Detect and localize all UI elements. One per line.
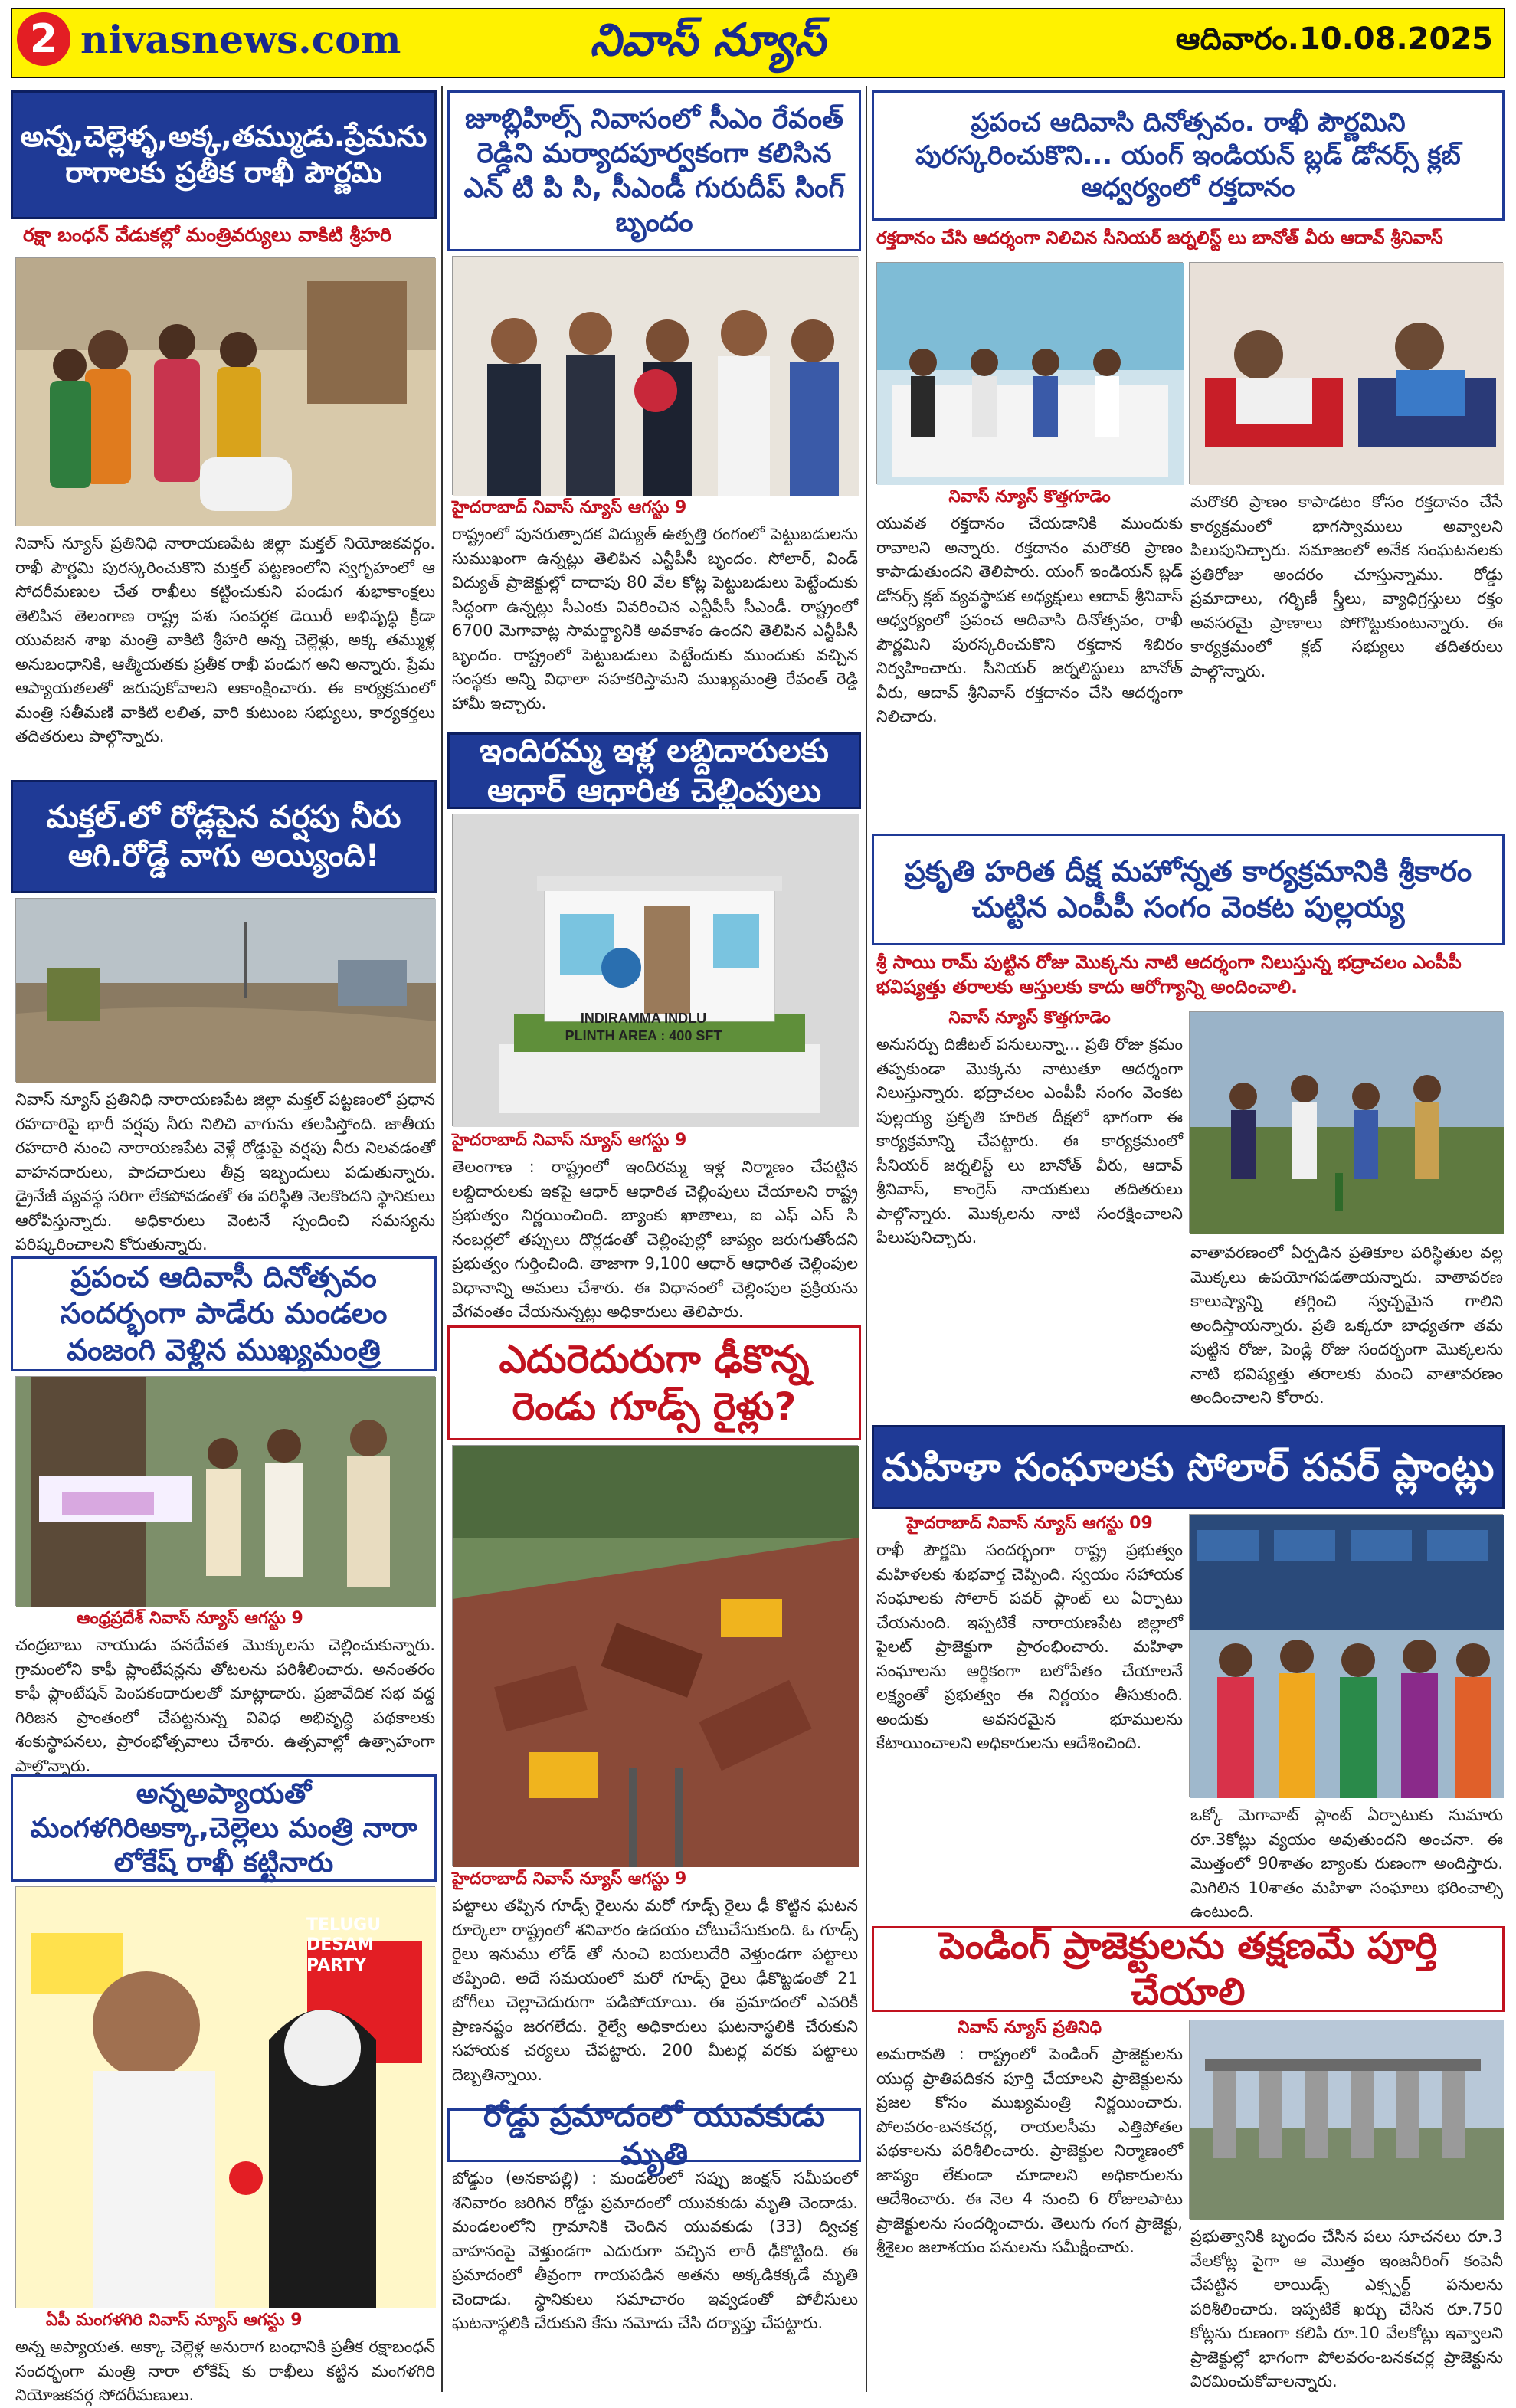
subhead-rakhi: రక్షా బంధన్ వేడుకల్లో మంత్రివర్యులు వాకిటి శ్రీహరి (23, 224, 391, 246)
model-label-line-2: PLINTH AREA : 400 SFT (565, 1028, 722, 1044)
dateline-lokesh: ఏపీ మంగళగిరి నివాస్ న్యూస్ ఆగస్టు 9 (46, 2311, 303, 2330)
subhead-blood-donation: రక్తదానం చేసి ఆదర్శంగా నిలిచిన సీనియర్ జర్నలిస్ట్ లు బానోత్ వీరు ఆదావ్ శ్రీనివాస్ (876, 228, 1443, 248)
headline-cm-meet: జూబ్లిహిల్స్ నివాసంలో సీఎం రేవంత్ రెడ్డిని మర్యాదపూర్వకంగా కలిసిన ఎన్ టి పి సి, సీఎండీ గురుదీప్ సింగ్ బృందం (447, 90, 861, 251)
headline-paderu: ప్రపంచ ఆదివాసీ దినోత్సవం సందర్భంగా పాడేరు మండలం వంజంగి వెళ్లిన ముఖ్యమంత్రి (11, 1256, 437, 1371)
photo-blood-donation-group (876, 262, 1183, 484)
photo-cm-meeting (452, 256, 858, 495)
article-body-blood-right: మరొకరి ప్రాణం కాపాడటం కోసం రక్తదానం చేసే కార్యక్రమంలో భాగస్వాములు అవ్వాలని పిలుపునిచ్చారు. సమాజంలో అనేక సంఘటనలకు ప్రతిరోజు అందరం చూస్తున్నాము. రోడ్డు ప్రమాదాలు, గర్భిణీ స్త్రీలు, వ్యాధిగ్రస్తులు రక్తం అవసరమై ప్రాణాలు పోగొట్టుకుంటున్నారు. ఈ కార్యక్రమంలో క్లబ్ సభ్యులు తదితరులు పాల్గొన్నారు. (1190, 493, 1503, 680)
model-label (559, 1010, 728, 1047)
site-name[interactable]: nivasnews.com (80, 17, 401, 62)
article-body-cm-meet: రాష్ట్రంలో పునరుత్పాదక విద్యుత్ ఉత్పత్తి రంగంలో పెట్టుబడులను సుముఖంగా ఉన్నట్లు తెలిపిన ఎన్టీపీసీ బృందం. సోలార్, విండ్ విద్యుత్ ప్రాజెక్టుల్లో దాదాపు 80 వేల కోట్ల పెట్టుబడులు పెట్టేందుకు సిద్ధంగా ఉన్నట్లు సీఎంకు వివరించిన ఎన్టీపీసీ సీఎండీ. రాష్ట్రంలో 6700 మెగావాట్ల సామర్థ్యానికి అవకాశం ఉందని తెలిపిన ఎన్టీపీసీ బృందం. రాష్ట్రంలో పెట్టుబడులు పెట్టేందుకు ముందుకు వచ్చిన సంస్థకు అన్ని విధాలా సహకరిస్తామని ముఖ్యమంత్రి రేవంత్ రెడ్డి హామీ ఇచ్చారు. (452, 525, 858, 713)
article-body-pending-right: ప్రభుత్వానికి బృందం చేసిన పలు సూచనలు రూ.3 వేలకోట్ల పైగా ఆ మొత్తం ఇంజనీరింగ్ కంపెనీ చేపట్టిన లాయిడ్స్ ఎక్స్పర్ట్ పనులను పరిశీలించారు. ఇప్పటికే ఖర్చు చేసిన రూ.750 కోట్లను రుణంగా కలిపి రూ.10 వేలకోట్లు ఇవ్వాలని ప్రాజెక్టుల్లో భాగంగా పోలవరం-బనకచర్ల ప్రాజెక్టును విరమించుకోవాలన్నారు. (1190, 2227, 1503, 2390)
dateline-pending-projects: నివాస్ న్యూస్ ప్రతినిధి (957, 2018, 1102, 2037)
article-body-blood-left: యువత రక్తదానం చేయడానికి ముందుకు రావాలని అన్నారు. రక్తదానం మరొకరి ప్రాణం కాపాడుతుందని తెలిపారు. యంగ్ ఇండియన్ బ్లడ్ డోనర్స్ క్లబ్ వ్యవస్థాపక అధ్యక్షులు ఆదావ్ శ్రీనివాస్ ఆధ్వర్యంలో ప్రపంచ ఆదివాసి దినోత్సవం, రాఖీ పౌర్ణమిని పురస్కరించుకొని రక్తదాన శిబిరం నిర్వహించారు. సీనియర్ జర్నలిస్టులు బానోత్ వీరు, ఆదావ్ శ్రీనివాస్ రక్తదానం చేసి ఆదర్శంగా నిలిచారు. (876, 514, 1183, 726)
dateline-indiramma: హైదరాబాద్ నివాస్ న్యూస్ ఆగస్టు 9 (452, 1131, 687, 1150)
article-body-road-accident: బోడ్డుం (అనకాపల్లి) : మండలంలో సప్పు జంక్షన్ సమీపంలో శనివారం జరిగిన రోడ్డు ప్రమాదంలో యువకుడు మృతి చెందాడు. మండలంలోని గ్రామానికి చెందిన యువకుడు (33) ద్విచక్ర వాహనంపై వెళ్తుండగా ఎదురుగా వచ్చిన లారీ ఢీకొట్టింది. ఈ ప్రమాదంలో తీవ్రంగా గాయపడిన అతను అక్కడికక్కడే మృతి చెందాడు. స్థానికులు సమాచారం ఇవ్వడంతో పోలీసులు ఘటనాస్థలికి చేరుకుని కేసు నమోదు చేసి దర్యాప్తు చేపట్టారు. (452, 2169, 858, 2332)
dateline-paderu: ఆంధ్రప్రదేశ్ నివాస్ న్యూస్ ఆగస్టు 9 (77, 1609, 303, 1628)
article-body-indiramma: తెలంగాణ : రాష్ట్రంలో ఇందిరమ్మ ఇళ్ల నిర్మాణం చేపట్టిన లబ్దిదారులకు ఇకపై ఆధార్ ఆధారిత చెల్లింపులు చేయాలని రాష్ట్ర ప్రభుత్వం నిర్ణయించింది. బ్యాంకు ఖాతాలు, ఐ ఎఫ్ ఎస్ సి నంబర్లలో తప్పులు దొర్లడంతో చెల్లింపుల్లో జాప్యం జరుగుతోందని ప్రభుత్వం గుర్తించింది. తాజాగా 9,100 ఆధార్ ఆధారిత చెల్లింపుల విధానాన్ని అమలు చేశారు. ఈ విధానంలో చెల్లింపుల ప్రక్రియను వేగవంతం చేయనున్నట్లు అధికారులు తెలిపారు. (452, 1158, 858, 1321)
article-body-pending-left: అమరావతి : రాష్ట్రంలో పెండింగ్ ప్రాజెక్టులను యుద్ధ ప్రాతిపదికన పూర్తి చేయాలని ప్రాజెక్టులను ప్రజల కోసం ముఖ్యమంత్రి నిర్ణయించారు. పోలవరం-బనకచర్ల, రాయలసీమ ఎత్తిపోతల పథకాలను పరిశీలించారు. ప్రాజెక్టుల నిర్మాణంలో జాప్యం లేకుండా చూడాలని అధికారులను ఆదేశించారు. ఈ నెల 4 నుంచి 6 రోజులపాటు ప్రాజెక్టులను సందర్శించారు. తెలుగు గంగ ప్రాజెక్టు, శ్రీశైలం జలాశయం పనులను సమీక్షించారు. (876, 2045, 1183, 2256)
article-body-makthal: నివాస్ న్యూస్ ప్రతినిధి నారాయణపేట జిల్లా మక్తల్ పట్టణంలో ప్రధాన రహదారిపై భారీ వర్షపు నీరు నిలిచి వాగును తలపిస్తోంది. జాతీయ రహదారి నుంచి నారాయణపేట వెళ్లే రోడ్డుపై వర్షపు నీరు నిలవడంతో వాహనదారులు, పాదచారులు తీవ్ర ఇబ్బందులు పడుతున్నారు. డ్రైనేజీ వ్యవస్థ సరిగా లేకపోవడంతో ఈ పరిస్థితి నెలకొందని స్థానికులు ఆరోపిస్తున్నారు. అధికారులు వెంటనే స్పందించి సమస్యను పరిష్కరించాలని కోరుతున్నారు. (15, 1090, 435, 1253)
dateline-goods-trains: హైదరాబాద్ నివాస్ న్యూస్ ఆగస్టు 9 (452, 1869, 687, 1889)
photo-tree-planting (1189, 1011, 1503, 1233)
headline-goods-trains: ఎదురెదురుగా ఢీకొన్న రెండు గూడ్స్ రైళ్లు? (447, 1325, 861, 1440)
headline-solar-plants: మహిళా సంఘాలకు సోలార్ పవర్ ప్లాంట్లు (872, 1425, 1505, 1509)
photo-blood-donors-beds (1189, 262, 1503, 484)
article-body-solar-left: రాఖీ పౌర్ణమి సందర్భంగా రాష్ట్ర ప్రభుత్వం మహిళలకు శుభవార్త చెప్పింది. స్వయం సహాయక సంఘాలకు సోలార్ పవర్ ప్లాంట్ లు ఏర్పాటు చేయనుంది. ఇప్పటికే నారాయణపేట జిల్లాలో పైలట్ ప్రాజెక్టుగా ప్రారంభించారు. మహిళా సంఘాలను ఆర్థికంగా బలోపేతం చేయాలనే లక్ష్యంతో ప్రభుత్వం ఈ నిర్ణయం తీసుకుంది. అందుకు అవసరమైన భూములను కేటాయించాలని అధికారులను ఆదేశించింది. (876, 1541, 1183, 1752)
headline-road-accident: రోడ్డు ప్రమాదంలో యువకుడు మృతి (447, 2108, 861, 2162)
photo-dam-project (1189, 2020, 1503, 2219)
article-body-goods-trains: పట్టాలు తప్పిన గూడ్స్ రైలును మరో గూడ్స్ రైలు ఢీ కొట్టిన ఘటన రూర్కెలా రాష్ట్రంలో శనివారం ఉదయం చోటుచేసుకుంది. ఓ గూడ్స్ రైలు ఇనుము లోడ్ తో నుంచి బయలుదేరి వెళ్తుండగా పట్టాలు తప్పింది. అదే సమయంలో మరో గూడ్స్ రైలు ఢీకొట్టడంతో 21 బోగీలు చెల్లాచెదురుగా పడిపోయాయి. ఈ ప్రమాదంలో ఎవరికీ ప్రాణనష్టం జరగలేదు. రైల్వే అధికారులు ఘటనాస్థలికి చేరుకుని సహాయక చర్యలు చేపట్టారు. 200 మీటర్ల వరకు పట్టాలు దెబ్బతిన్నాయి. (452, 1896, 858, 2084)
headline-rakhi: అన్న,చెల్లెళ్ళ,అక్క,తమ్ముడు.ప్రేమను రాగాలకు ప్రతీక రాఖీ పౌర్ణమి (11, 90, 437, 219)
issue-date: ఆదివారం.10.08.2025 (1175, 21, 1493, 57)
photo-train-collision (452, 1445, 858, 1866)
headline-lokesh: అన్నఅప్యాయతో మంగళగిరిఅక్కా,చెల్లెలు మంత్రి నారా లోకేష్ రాఖీ కట్టినారు (11, 1774, 437, 1882)
headline-makthal: మక్తల్.లో రోడ్లపైన వర్షపు నీరు ఆగి.రోడ్డే వాగు అయ్యింది! (11, 780, 437, 893)
photo-flooded-road (15, 898, 435, 1082)
column-divider (441, 86, 443, 2392)
headline-tree-plantation: ప్రకృతి హరిత దీక్ష మహోన్నత కార్యక్రమానికి శ్రీకారం చుట్టిన ఎంపీపీ సంగం వెంకట పుల్లయ్య (872, 834, 1505, 945)
article-body-tree-right: వాతావరణంలో ఏర్పడిన ప్రతికూల పరిస్థితుల వల్ల మొక్కలు ఉపయోగపడతాయన్నారు. వాతావరణ కాలుష్యాన్ని తగ్గించి స్వచ్ఛమైన గాలిని అందిస్తాయన్నారు. ప్రతి ఒక్కరూ బాధ్యతగా తమ పుట్టిన రోజు, పెండ్లి రోజు సందర్భంగా మొక్కలను నాటి భవిష్యత్తు తరాలకు మంచి వాతావరణం అందించాలని కోరారు. (1190, 1243, 1503, 1407)
headline-pending-projects: పెండింగ్ ప్రాజెక్టులను తక్షణమే పూర్తి చేయాలి (872, 1926, 1505, 2012)
dateline-cm-meet: హైదరాబాద్ నివాస్ న్యూస్ ఆగస్టు 9 (452, 498, 687, 517)
photo-indiramma-house-model (452, 814, 858, 1126)
dateline-solar-plants: హైదరాబాద్ నివాస్ న్యూస్ ఆగస్టు 09 (906, 1514, 1153, 1533)
article-body-rakhi: నివాస్ న్యూస్ ప్రతినిధి నారాయణపేట జిల్లా మక్తల్ నియోజకవర్గం. రాఖీ పౌర్ణమి పురస్కరించుకొని మక్తల్ పట్టణంలోని స్వగృహంలో ఆ సోదరీమణుల చేత రాఖీలు కట్టించుకుని పండుగ శుభాకాంక్షలు తెలిపిన తెలంగాణ రాష్ట్ర పశు సంవర్ధక డెయిరీ అభివృద్ధి క్రీడా యువజన శాఖ మంత్రి వాకిటి శ్రీహరి అన్న చెల్లెళ్లు, అక్క తమ్ముళ్ల అనుబంధానికి, ఆత్మీయతకు ప్రతీక రాఖీ పండుగ అని అన్నారు. ప్రేమ ఆప్యాయతలతో జరుపుకోవాలని ఆకాంక్షించారు. ఈ కార్యక్రమంలో మంత్రి సతీమణి వాకిటి లలిత, వారి కుటుంబ సభ్యులు, కార్యకర్తలు తదితరులు పాల్గొన్నారు. (15, 534, 435, 745)
photo-solar-women-group (1189, 1514, 1503, 1797)
photo-rakhi (15, 257, 435, 526)
article-body-paderu: చంద్రబాబు నాయుడు వనదేవత మొక్కులను చెల్లించుకున్నారు. గ్రామంలోని కాఫీ ప్లాంటేషన్లను తోటలను పరిశీలించారు. అనంతరం కాఫీ ప్లాంటేషన్ పెంపకందారులతో మాట్లాడారు. ప్రజావేదిక సభ వద్ద గిరిజన ప్రాంతంలో చేపట్టనున్న వివిధ అభివృద్ధి పథకాలకు శంకుస్థాపనలు, ప్రారంభోత్సవాలు చేశారు. ఉత్సవాల్లో ఉత్సాహంగా పాల్గొన్నారు. (15, 1636, 435, 1775)
page-number-badge: 2 (17, 12, 70, 66)
subhead-tree-plantation: శ్రీ సాయి రామ్ పుట్టిన రోజు మొక్కను నాటి ఆదర్శంగా నిలుస్తున్న భద్రాచలం ఎంపీపీ భవిష్యత్తు తరాలకు ఆస్తులకు కాదు ఆరోగ్యాన్ని అందించాలి. (876, 952, 1462, 998)
party-banner-text: TELUGU DESAM PARTY (306, 1915, 381, 1975)
headline-indiramma: ఇందిరమ్మ ఇళ్ల లబ్దిదారులకు ఆధార్ ఆధారిత చెల్లింపులు (447, 732, 861, 809)
dateline-tree-plantation: నివాస్ న్యూస్ కొత్తగూడెం (948, 1008, 1111, 1027)
model-label-line-1: INDIRAMMA INDLU (580, 1011, 707, 1026)
headline-blood-donation: ప్రపంచ ఆదివాసి దినోత్సవం. రాఖీ పౌర్ణమిని పురస్కరించుకొని... యంగ్ ఇండియన్ బ్లడ్ డోనర్స్ క్లబ్ ఆధ్వర్యంలో రక్తదానం (872, 90, 1505, 221)
newspaper-title: నివాస్ న్యూస్ (590, 14, 826, 66)
article-body-lokesh: అన్న అప్యాయత. అక్కా చెల్లెళ్ల అనురాగ బంధానికి ప్రతీక రక్షాబంధన్ సందర్భంగా మంత్రి నారా లోకేష్ కు రాఖీలు కట్టిన మంగళగిరి నియోజకవర్గ సోదరీమణులు. (15, 2338, 435, 2404)
article-body-solar-right: ఒక్కో మెగావాట్ ప్లాంట్ ఏర్పాటుకు సుమారు రూ.3కోట్లు వ్యయం అవుతుందని అంచనా. ఈ మొత్తంలో 90శాతం బ్యాంకు రుణంగా అందిస్తారు. మిగిలిన 10శాతం మహిళా సంఘాలు భరించాల్సి ఉంటుంది. (1190, 1806, 1503, 1921)
dateline-blood-donation: నివాస్ న్యూస్ కొత్తగూడెం (948, 487, 1111, 506)
article-body-tree-left: అనుసర్పు దిజీటల్ పనులున్నా... ప్రతి రోజు క్రమం తప్పకుండా మొక్కను నాటుతూ ఆదర్శంగా నిలుస్తున్నారు. భద్రాచలం ఎంపీపీ సంగం వెంకట పుల్లయ్య ప్రకృతి హరిత దీక్షలో భాగంగా ఈ కార్యక్రమాన్ని చేపట్టారు. ఈ కార్యక్రమంలో సీనియర్ జర్నలిస్ట్ లు బానోత్ వీరు, ఆదావ్ శ్రీనివాస్, కాంగ్రెస్ నాయకులు తదితరులు పాల్గొన్నారు. మొక్కలను నాటి సంరక్షించాలని పిలుపునిచ్చారు. (876, 1035, 1183, 1247)
column-divider (866, 86, 867, 2392)
photo-paderu (15, 1376, 435, 1606)
